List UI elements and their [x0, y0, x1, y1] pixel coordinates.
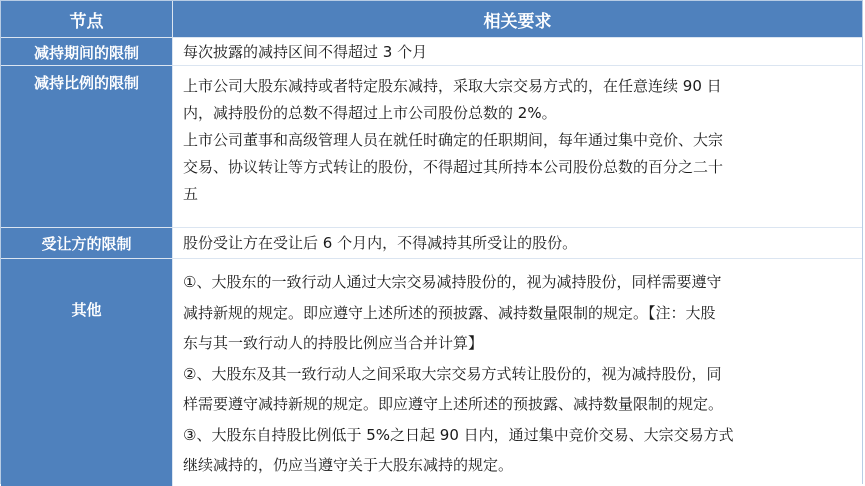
- content-line: 东与其一致行动人的持股比例应当合并计算】: [183, 334, 484, 352]
- row-label: 减持期间的限制: [1, 38, 173, 66]
- row-label: 其他: [1, 259, 173, 486]
- content-line: 交易、协议转让等方式转让的股份，不得超过其所持本公司股份总数的百分之二十: [183, 158, 724, 176]
- content-line: ②、大股东及其一致行动人之间采取大宗交易方式转让股份的，视为减持股份，同: [183, 364, 722, 383]
- table-header: [1, 1, 862, 37]
- table-row: [1, 37, 862, 66]
- row-label: 受让方的限制: [1, 228, 173, 259]
- content-line: 每次披露的减持区间不得超过 3 个月: [183, 43, 428, 61]
- content-line: 样需要遵守减持新规的规定。即应遵守上述所述的预披露、减持数量限制的规定。: [183, 395, 724, 413]
- table-row: [1, 258, 862, 486]
- content-line: 上市公司董事和高级管理人员在就任时确定的任职期间，每年通过集中竞价、大宗: [183, 131, 724, 149]
- content-line: 减持新规的规定。即应遵守上述所述的预披露、减持数量限制的规定。【注：大股: [183, 303, 716, 322]
- header-requirements: 相关要求: [483, 11, 552, 32]
- row-label: 减持比例的限制: [1, 66, 173, 228]
- content-line: ①、大股东的一致行动人通过大宗交易减持股份的，视为减持股份，同样需要遵守: [183, 273, 722, 291]
- row-content: [173, 38, 862, 66]
- content-line: 股份受让方在受让后 6 个月内，不得减持其所受让的股份。: [183, 234, 578, 252]
- header-node: 节点: [1, 1, 173, 37]
- content-line: 继续减持的，仍应当遵守关于大股东减持的规定。: [183, 456, 514, 474]
- row-content: [173, 259, 862, 486]
- content-line: ③、大股东自持股比例低于 5%之日起 90 日内，通过集中竞价交易、大宗交易方式: [183, 425, 734, 444]
- table-row: [1, 65, 862, 228]
- table-row: [1, 227, 862, 259]
- content-line: 上市公司大股东减持或者特定股东减持，采取大宗交易方式的，在任意连续 90 日: [183, 77, 722, 95]
- content-line: 五: [183, 185, 199, 203]
- row-content: [173, 66, 862, 228]
- row-content: [173, 228, 862, 259]
- content-line: 内，减持股份的总数不得超过上市公司股份总数的 2%。: [183, 104, 557, 122]
